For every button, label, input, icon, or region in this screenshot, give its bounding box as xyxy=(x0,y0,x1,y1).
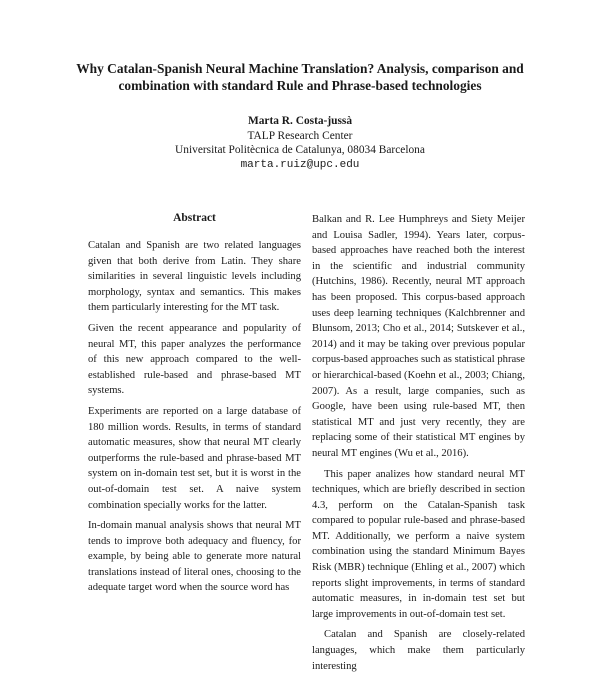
abstract-paragraph: In-domain manual analysis shows that neural MT tends to improve both adequacy and fluency, for example, by being able to generate more natural translations instead of literal ones, choosing to the adequate target word when the source word has xyxy=(88,520,301,594)
paper-title: Why Catalan-Spanish Neural Machine Translation? Analysis, comparison and combination with standard Rule and Phrase-based technologies xyxy=(76,61,524,93)
author-name: Marta R. Costa-jussà xyxy=(247,115,353,127)
left-column xyxy=(88,238,301,601)
author-block xyxy=(40,114,560,172)
body-paragraph: Catalan and Spanish are closely-related languages, which make them particularly interesting xyxy=(312,629,525,672)
abstract-paragraph: Given the recent appearance and popularity of neural MT, this paper analyzes the performance of this new approach compared to the well-established rule-based and phrase-based MT systems. xyxy=(88,322,301,397)
abstract-paragraph: Catalan and Spanish are two related languages given that both derive from Latin. They share similarities in several linguistic levels including morphology, syntax and semantics. This makes them particularly interesting for the MT task. xyxy=(88,240,301,314)
right-column xyxy=(312,212,525,679)
body-paragraph: Balkan and R. Lee Humphreys and Siety Meijer and Louisa Sadler, 1994). Years later, corpus-based approaches have reached both the interest in the scientific and industrial community (Hutchins, 1986). Recently, neural MT approach has been proposed. This corpus-based approach uses deep learning techniques (Kalchbrenner and Blunsom, 2013; Cho et al., 2014; Sutskever et al., 2014) and it may be taking over previous popular corpus-based approaches such as statistical phrase or hierarchical-based (Koehn et al., 2003; Chiang, 2007). As a result, large companies, such as Google, have been using rule-based MT, then statistical MT and just very recently, they are replacing some of their statistical MT engines by neural MT engines (Wu et al., 2016). xyxy=(312,214,525,459)
abstract-heading: Abstract xyxy=(173,212,216,224)
abstract-paragraph: Experiments are reported on a large database of 180 million words. Results, in terms of standard automatic measures, show that neural MT clearly outperforms the rule-based and phrase-based MT system on in-domain test set, but it is worst in the out-of-domain test set. A naive system combination specially works for the latter. xyxy=(88,405,301,511)
affiliation-university: Universitat Politècnica de Catalunya, 08034 Barcelona xyxy=(175,144,425,156)
body-paragraph: This paper analizes how standard neural MT techniques, which are briefly described in section 4.3, perform on the Catalan-Spanish task compared to popular rule-based and phrase-based MT. Additionally, we perform a naive system combination using the standard Minimum Bayes Risk (MBR) technique (Ehling et al., 2007) which reports slight improvements, in terms of standard automatic measures, in in-domain test set but large improvements in out-of-domain test set. xyxy=(312,468,525,620)
author-email: marta.ruiz@upc.edu xyxy=(240,158,360,171)
affiliation-center: TALP Research Center xyxy=(247,129,353,142)
